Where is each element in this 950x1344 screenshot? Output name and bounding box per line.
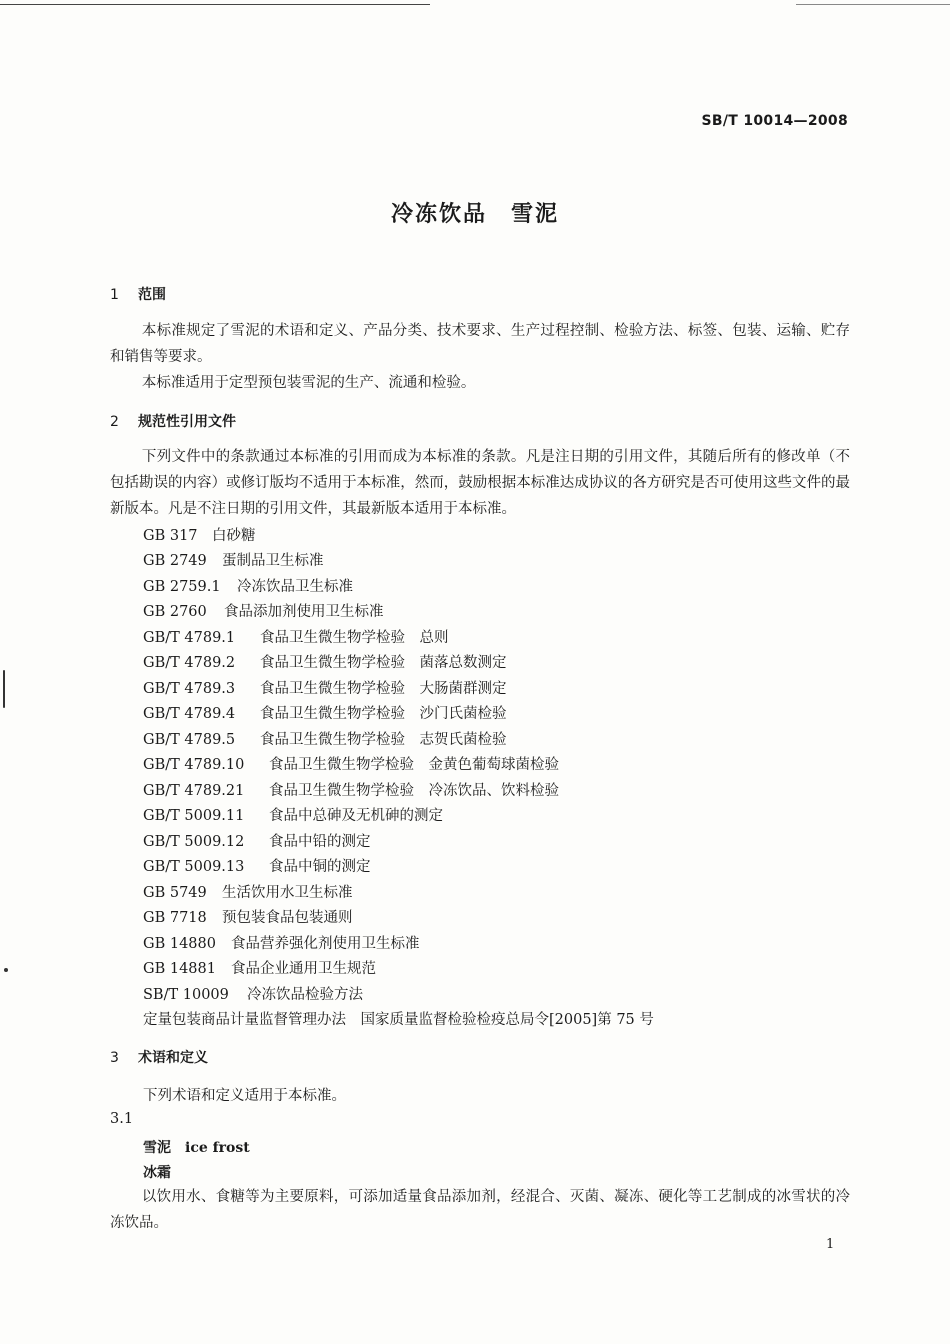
reference-item: [143, 651, 507, 672]
reference-code: GB/T 4789.3: [143, 681, 236, 697]
reference-code: GB 317: [143, 528, 198, 544]
scope-paragraph-2: 本标准适用于定型预包装雪泥的生产、流通和检验。: [141, 375, 476, 391]
reference-title: 食品卫生微生物学检验 总则: [260, 630, 449, 646]
reference-item: [143, 728, 507, 749]
reference-title: 食品中铜的测定: [269, 859, 371, 875]
reference-title: 预包装食品包装通则: [222, 910, 353, 926]
section-title: 规范性引用文件: [138, 414, 236, 430]
reference-code: GB 2759.1: [143, 579, 221, 595]
reference-item: [143, 524, 256, 545]
reference-code: GB/T 4789.2: [143, 655, 236, 671]
section-heading-scope: [110, 284, 166, 304]
reference-item: [143, 702, 507, 723]
section-number: 3: [110, 1050, 119, 1066]
section-title: 范围: [138, 287, 166, 303]
scope-paragraph-1: 本标准规定了雪泥的术语和定义、产品分类、技术要求、生产过程控制、检验方法、标签、包装、运输、贮存和销售等要求。: [110, 323, 850, 365]
term-english: ice frost: [185, 1140, 250, 1156]
scan-speck: [3, 670, 5, 708]
reference-item: [143, 600, 384, 621]
reference-item: [143, 677, 507, 698]
terms-intro: 下列术语和定义适用于本标准。: [143, 1088, 346, 1104]
scan-speck: [4, 968, 8, 972]
reference-code: GB 14880: [143, 936, 216, 952]
reference-title: 冷冻饮品卫生标准: [237, 579, 353, 595]
reference-code: SB/T 10009: [143, 987, 229, 1003]
reference-code: GB 2760: [143, 604, 207, 620]
reference-item: [143, 932, 420, 953]
page-number: 1: [826, 1237, 835, 1252]
reference-item-last: 定量包装商品计量监督管理办法 国家质量监督检验检疫总局令[2005]第 75 号: [143, 1012, 654, 1028]
reference-title: 食品卫生微生物学检验 金黄色葡萄球菌检验: [269, 757, 559, 773]
reference-item: [143, 575, 353, 596]
reference-item: [143, 906, 353, 927]
section-heading-references: [110, 411, 236, 431]
scan-line-right: [796, 4, 950, 5]
reference-title: 食品中铅的测定: [269, 834, 371, 850]
reference-code: GB/T 4789.10: [143, 757, 245, 773]
reference-title: 蛋制品卫生标准: [222, 553, 324, 569]
reference-item: [143, 957, 376, 978]
clause-number: 3.1: [110, 1111, 134, 1127]
reference-item: [143, 626, 449, 647]
reference-item: [143, 753, 559, 774]
term-definition: 以饮用水、食糖等为主要原料，可添加适量食品添加剂，经混合、灭菌、凝冻、硬化等工艺制成的冰雪状的冷冻饮品。: [110, 1189, 850, 1231]
reference-title: 食品添加剂使用卫生标准: [224, 604, 384, 620]
reference-item: [143, 549, 324, 570]
reference-code: GB/T 4789.4: [143, 706, 236, 722]
reference-code: GB/T 4789.5: [143, 732, 236, 748]
reference-title: 白砂糖: [212, 528, 256, 544]
reference-code: GB 2749: [143, 553, 207, 569]
reference-item: [143, 855, 371, 876]
references-intro: 下列文件中的条款通过本标准的引用而成为本标准的条款。凡是注日期的引用文件，其随后所有的修改单（不包括勘误的内容）或修订版均不适用于本标准，然而，鼓励根据本标准达成协议的各方研究是否可使用这些文件的最新版本。凡是不注日期的引用文件，其最新版本适用于本标准。: [110, 449, 850, 517]
reference-item: [143, 779, 559, 800]
term-synonym: 冰霜: [143, 1165, 171, 1181]
reference-title: 食品卫生微生物学检验 菌落总数测定: [260, 655, 507, 671]
scan-line-left: [0, 4, 430, 5]
document-code: SB/T 10014—2008: [701, 113, 848, 129]
reference-title: 冷冻饮品检验方法: [247, 987, 363, 1003]
reference-title: 食品营养强化剂使用卫生标准: [231, 936, 420, 952]
reference-code: GB 7718: [143, 910, 207, 926]
reference-title: 食品卫生微生物学检验 志贺氏菌检验: [260, 732, 507, 748]
reference-code: GB/T 4789.21: [143, 783, 245, 799]
reference-title: 食品卫生微生物学检验 沙门氏菌检验: [260, 706, 507, 722]
reference-item: [143, 881, 353, 902]
reference-item: [143, 983, 363, 1004]
reference-code: GB/T 4789.1: [143, 630, 236, 646]
reference-item: [143, 830, 371, 851]
reference-code: GB/T 5009.12: [143, 834, 245, 850]
reference-code: GB 14881: [143, 961, 216, 977]
reference-code: GB/T 5009.13: [143, 859, 245, 875]
section-number: 2: [110, 414, 119, 430]
reference-title: 食品卫生微生物学检验 冷冻饮品、饮料检验: [269, 783, 559, 799]
section-title: 术语和定义: [138, 1050, 208, 1066]
section-number: 1: [110, 287, 119, 303]
term-entry: [143, 1137, 250, 1157]
term-chinese: 雪泥: [143, 1140, 171, 1156]
reference-code: GB/T 5009.11: [143, 808, 245, 824]
reference-title: 生活饮用水卫生标准: [222, 885, 353, 901]
reference-title: 食品中总砷及无机砷的测定: [269, 808, 443, 824]
reference-code: GB 5749: [143, 885, 207, 901]
reference-item: [143, 804, 443, 825]
section-heading-terms: [110, 1047, 208, 1067]
reference-title: 食品卫生微生物学检验 大肠菌群测定: [260, 681, 507, 697]
reference-title: 食品企业通用卫生规范: [231, 961, 376, 977]
page-title: 冷冻饮品 雪泥: [390, 202, 559, 227]
